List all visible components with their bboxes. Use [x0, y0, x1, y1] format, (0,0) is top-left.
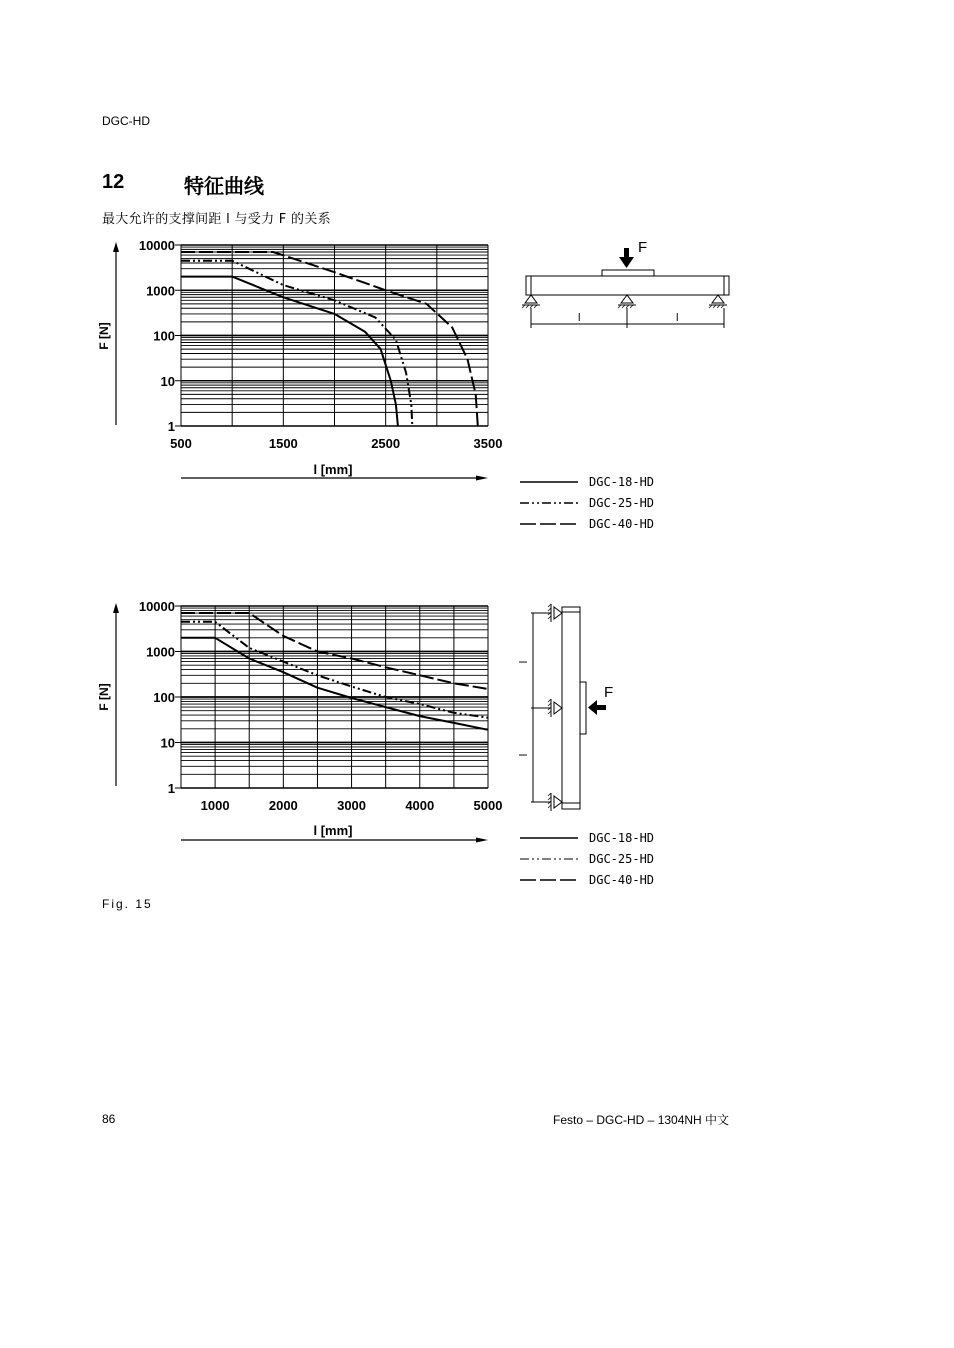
- section-title: 特征曲线: [184, 174, 264, 198]
- beam-diagram-vertical: [531, 604, 606, 811]
- figure-caption: Fig. 15: [102, 897, 153, 911]
- chart-top-xlabel: l [mm]: [313, 462, 353, 477]
- svg-text:1000: 1000: [146, 644, 175, 660]
- svg-text:500: 500: [170, 436, 192, 451]
- svg-text:100: 100: [153, 328, 175, 344]
- chart-top-xticks: [170, 436, 502, 451]
- support-icon: [709, 295, 727, 305]
- chart-top: [0, 0, 954, 560]
- svg-text:10: 10: [160, 373, 175, 389]
- svg-text:1: 1: [167, 781, 175, 796]
- chart-bottom-series: [181, 613, 488, 730]
- span-label: l: [518, 753, 530, 757]
- chart-bottom-xticks: [201, 798, 503, 813]
- svg-text:1000: 1000: [146, 283, 175, 299]
- svg-text:100: 100: [153, 690, 175, 705]
- svg-text:3500: 3500: [473, 436, 503, 451]
- force-label: F: [604, 684, 614, 701]
- legend-label: DGC-40-HD: [589, 517, 655, 531]
- chart-bottom-grid: [181, 606, 488, 788]
- figure-subtitle: 最大允许的支撑间距 l 与受力 F 的关系: [102, 212, 331, 227]
- svg-text:3000: 3000: [337, 798, 367, 813]
- force-label: F: [638, 239, 648, 256]
- force-arrow-icon: [588, 700, 606, 715]
- svg-text:10000: 10000: [138, 238, 175, 253]
- chart-bottom-ylabel: F [N]: [97, 683, 111, 711]
- svg-text:1500: 1500: [268, 436, 298, 451]
- legend-label: DGC-25-HD: [589, 852, 655, 866]
- svg-text:1: 1: [167, 419, 175, 434]
- footer-doc-ref: Festo – DGC-HD – 1304NH 中文: [553, 1113, 730, 1127]
- chart-top-yticks: [139, 238, 181, 434]
- support-icon: [522, 295, 540, 305]
- svg-text:4000: 4000: [405, 798, 435, 813]
- chart-top-series: [181, 252, 478, 426]
- support-icon: [618, 295, 636, 305]
- legend-label: DGC-40-HD: [589, 873, 655, 887]
- section-number: 12: [102, 171, 125, 193]
- span-label: l: [578, 312, 581, 324]
- chart-bottom-yticks: [139, 599, 181, 796]
- page-number: 86: [102, 1112, 116, 1126]
- svg-text:10: 10: [160, 735, 175, 751]
- legend-label: DGC-18-HD: [589, 475, 655, 489]
- span-label: l: [518, 660, 530, 664]
- svg-text:2000: 2000: [268, 798, 298, 813]
- legend-label: DGC-25-HD: [589, 496, 655, 510]
- document-header: DGC-HD: [102, 114, 150, 128]
- beam-diagram-horizontal: [522, 248, 729, 328]
- svg-text:5000: 5000: [473, 798, 503, 813]
- svg-text:1000: 1000: [200, 798, 230, 813]
- chart-top-ylabel: F [N]: [97, 322, 111, 350]
- chart-bottom: [0, 560, 954, 900]
- span-label: l: [676, 312, 679, 324]
- svg-text:10000: 10000: [138, 599, 175, 614]
- legend-label: DGC-18-HD: [589, 831, 655, 845]
- svg-text:2500: 2500: [371, 436, 401, 451]
- legend-top: [520, 475, 654, 531]
- force-arrow-icon: [619, 248, 634, 268]
- chart-bottom-xlabel: l [mm]: [313, 823, 353, 838]
- legend-bottom: [520, 831, 654, 887]
